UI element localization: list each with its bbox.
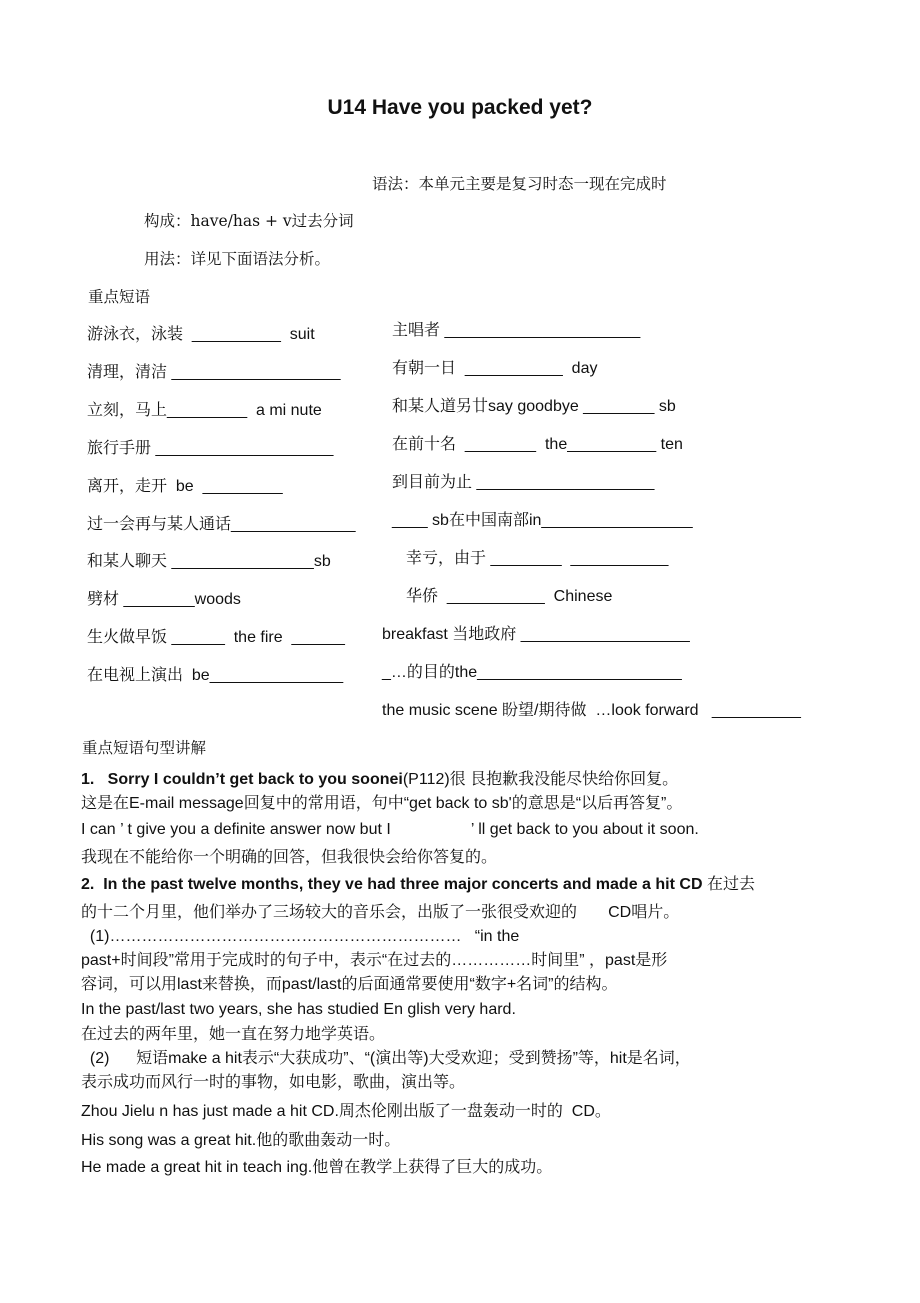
- phrase-left: 立刻，马上_________ a mi nute: [87, 401, 322, 419]
- explain-line: [81, 1131, 400, 1151]
- phrase-right: 有朝一日 ___________ day: [392, 360, 598, 377]
- explain-line: [81, 1158, 552, 1178]
- line-text: 我现在不能给你一个明确的回答，但我很快会给你答复的。: [81, 849, 498, 866]
- line-text: In the past/last two years, she has studied En glish very hard.: [81, 1001, 516, 1018]
- phrase-right: breakfast 当地政府 ___________________: [382, 626, 690, 643]
- explain-line: [81, 1000, 516, 1020]
- phrase-left: 旅行手册 ____________________: [87, 439, 334, 457]
- phrases-heading: 重点短语: [88, 288, 151, 306]
- phrase-right: 到目前为止 ____________________: [392, 474, 655, 491]
- phrase-right: 在前十名 ________ the__________ ten: [392, 436, 683, 453]
- line-text: 这是在E-mail message回复中的常用语，句中“get back to sb'的意思是“以后再答复”。: [81, 795, 683, 812]
- explain-line: [81, 1102, 611, 1122]
- explain-line: [81, 875, 755, 895]
- line-text: 1. Sorry I couldn’t get back to you soonei: [81, 771, 403, 788]
- line-tail: (P112)很 艮抱歉我没能尽快给你回复。: [402, 771, 679, 788]
- line-text: 表示成功而风行一时的事物，如电影，歌曲，演出等。: [81, 1074, 466, 1091]
- phrase-right: ____ sb在中国南部in_________________: [392, 512, 693, 529]
- explain-line: [81, 848, 497, 868]
- line-text: (1)………………………………………………………… “in the: [81, 928, 520, 945]
- explain-line: [81, 820, 699, 840]
- usage-note: 用法：详见下面语法分析。: [144, 250, 331, 268]
- phrase-right: 华侨 ___________ Chinese: [406, 588, 613, 605]
- phrase-left: 生火做早饭 ______ the fire ______: [87, 629, 345, 647]
- phrase-right: 幸亏，由于 ________ ___________: [406, 550, 669, 567]
- line-tail: 在过去: [702, 876, 755, 893]
- line-text: 在过去的两年里，她一直在努力地学英语。: [81, 1026, 386, 1043]
- explain-line: [81, 1025, 385, 1045]
- phrase-left: 在电视上演出 be_______________: [87, 667, 344, 685]
- phrase-left: 清理，清洁 ___________________: [87, 363, 341, 381]
- phrase-right: _…的目的the_______________________: [382, 664, 682, 681]
- line-text: past+时间段”常用于完成时的句子中，表示“在过去的……………时间里” ，past是形: [81, 952, 668, 969]
- line-text: Zhou Jielu n has just made a hit CD.周杰伦刚出版了一盘轰动一时的 CD。: [81, 1103, 611, 1120]
- grammar-note: 语法：本单元主要是复习时态一现在完成时: [372, 175, 667, 193]
- explain-line: [81, 770, 678, 790]
- explain-line: [81, 927, 519, 947]
- line-text: I can ’ t give you a definite answer now but I ’ ll get back to you about it soon.: [81, 821, 699, 838]
- explain-line: [81, 794, 682, 814]
- page-title: U14 Have you packed yet?: [327, 96, 593, 119]
- line-text: 的十二个月里，他们举办了三场较大的音乐会，出版了一张很受欢迎的 CD唱片。: [81, 904, 680, 921]
- line-text: He made a great hit in teach ing.他曾在教学上获得了巨大的成功。: [81, 1159, 553, 1176]
- explain-line: [81, 1073, 465, 1093]
- line-text: 2. In the past twelve months, they ve had three major concerts and made a hit CD: [81, 876, 703, 893]
- line-text: 容词，可以用last来替换，而past/last的后面通常要使用“数字+名词”的结构。: [81, 976, 618, 993]
- phrase-right: 和某人道另廿say goodbye ________ sb: [392, 398, 676, 415]
- explain-line: [81, 903, 679, 923]
- phrase-right: the music scene 盼望/期待做 …look forward __________: [382, 702, 801, 719]
- line-text: (2) 短语make a hit表示“大获成功”、“(演出等)大受欢迎；受到赞扬”等，hit是名词，: [81, 1050, 691, 1067]
- form-note: 构成：have/has + v过去分词: [144, 212, 354, 230]
- phrase-left: 游泳衣，泳装 __________ suit: [87, 326, 315, 343]
- phrase-left: 劈材 ________woods: [87, 591, 241, 609]
- explain-line: [81, 951, 667, 971]
- phrase-left: 过一会再与某人通话______________: [87, 515, 356, 533]
- explain-line: [81, 1049, 691, 1069]
- phrase-left: 和某人聊天 ________________sb: [87, 553, 331, 571]
- explain-line: [81, 975, 618, 995]
- phrase-right: 主唱者 ______________________: [392, 322, 641, 339]
- line-text: His song was a great hit.他的歌曲轰动一时。: [81, 1132, 401, 1149]
- phrase-left: 离开，走开 be _________: [87, 477, 283, 495]
- explain-heading: 重点短语句型讲解: [82, 739, 207, 757]
